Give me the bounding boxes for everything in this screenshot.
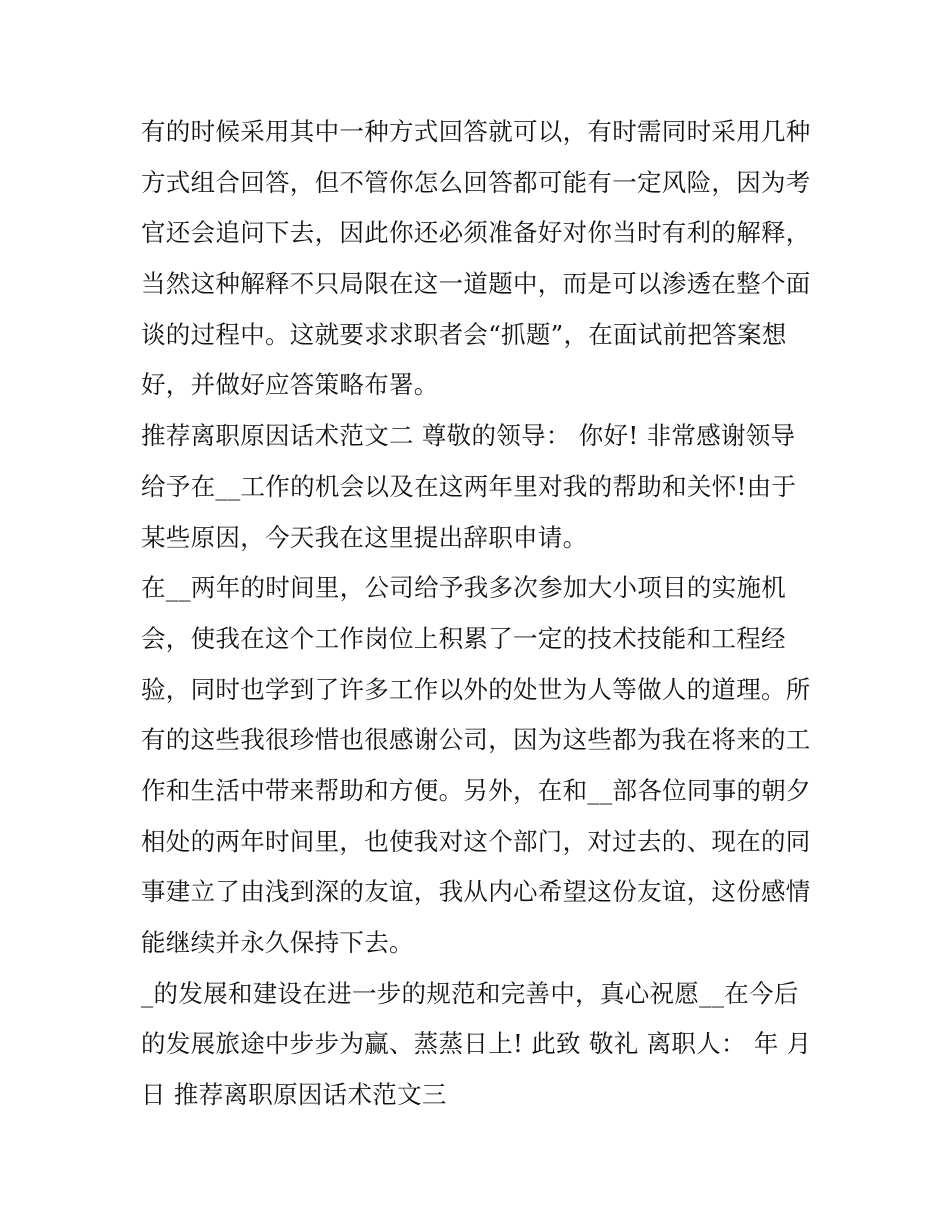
text-line: 当然这种解释不只局限在这一道题中，而是可以渗透在整个面 [141,269,811,299]
text-line: _的发展和建设在进一步的规范和完善中，真心祝愿__在今后 [141,978,799,1008]
text-line: 有的这些我很珍惜也很感谢公司，因为这些都为我在将来的工 [141,725,811,755]
text-line: 好，并做好应答策略布署。 [141,370,439,400]
text-line: 官还会追问下去，因此你还必须准备好对你当时有利的解释， [141,218,811,248]
text-line: 有的时候采用其中一种方式回答就可以，有时需同时采用几种 [141,117,811,146]
text-line: 的发展旅途中步步为赢、蒸蒸日上! 此致 敬礼 离职人： 年 月 [141,1029,812,1059]
text-line: 事建立了由浅到深的友谊，我从内心希望这份友谊，这份感情 [141,877,811,907]
document-body [141,107,831,1121]
text-line: 相处的两年时间里，也使我对这个部门，对过去的、现在的同 [141,826,811,856]
text-line: 会，使我在这个工作岗位上积累了一定的技术技能和工程经 [141,623,786,653]
text-line: 日 推荐离职原因话术范文三 [141,1080,447,1110]
text-line: 在__两年的时间里，公司给予我多次参加大小项目的实施机 [141,573,787,603]
text-line: 作和生活中带来帮助和方便。另外，在和__部各位同事的朝夕 [141,775,811,805]
text-line: 给予在__工作的机会以及在这两年里对我的帮助和关怀!由于 [141,471,797,501]
text-line: 某些原因，今天我在这里提出辞职申请。 [141,522,588,552]
text-line: 推荐离职原因话术范文二 尊敬的领导： 你好! 非常感谢领导 [141,421,796,451]
text-line: 验，同时也学到了许多工作以外的处世为人等做人的道理。所 [141,674,811,704]
text-line: 能继续并永久保持下去。 [141,928,414,957]
text-line: 谈的过程中。这就要求求职者会“抓题”，在面试前把答案想 [141,319,787,349]
text-line: 方式组合回答，但不管你怎么回答都可能有一定风险，因为考 [141,167,811,197]
